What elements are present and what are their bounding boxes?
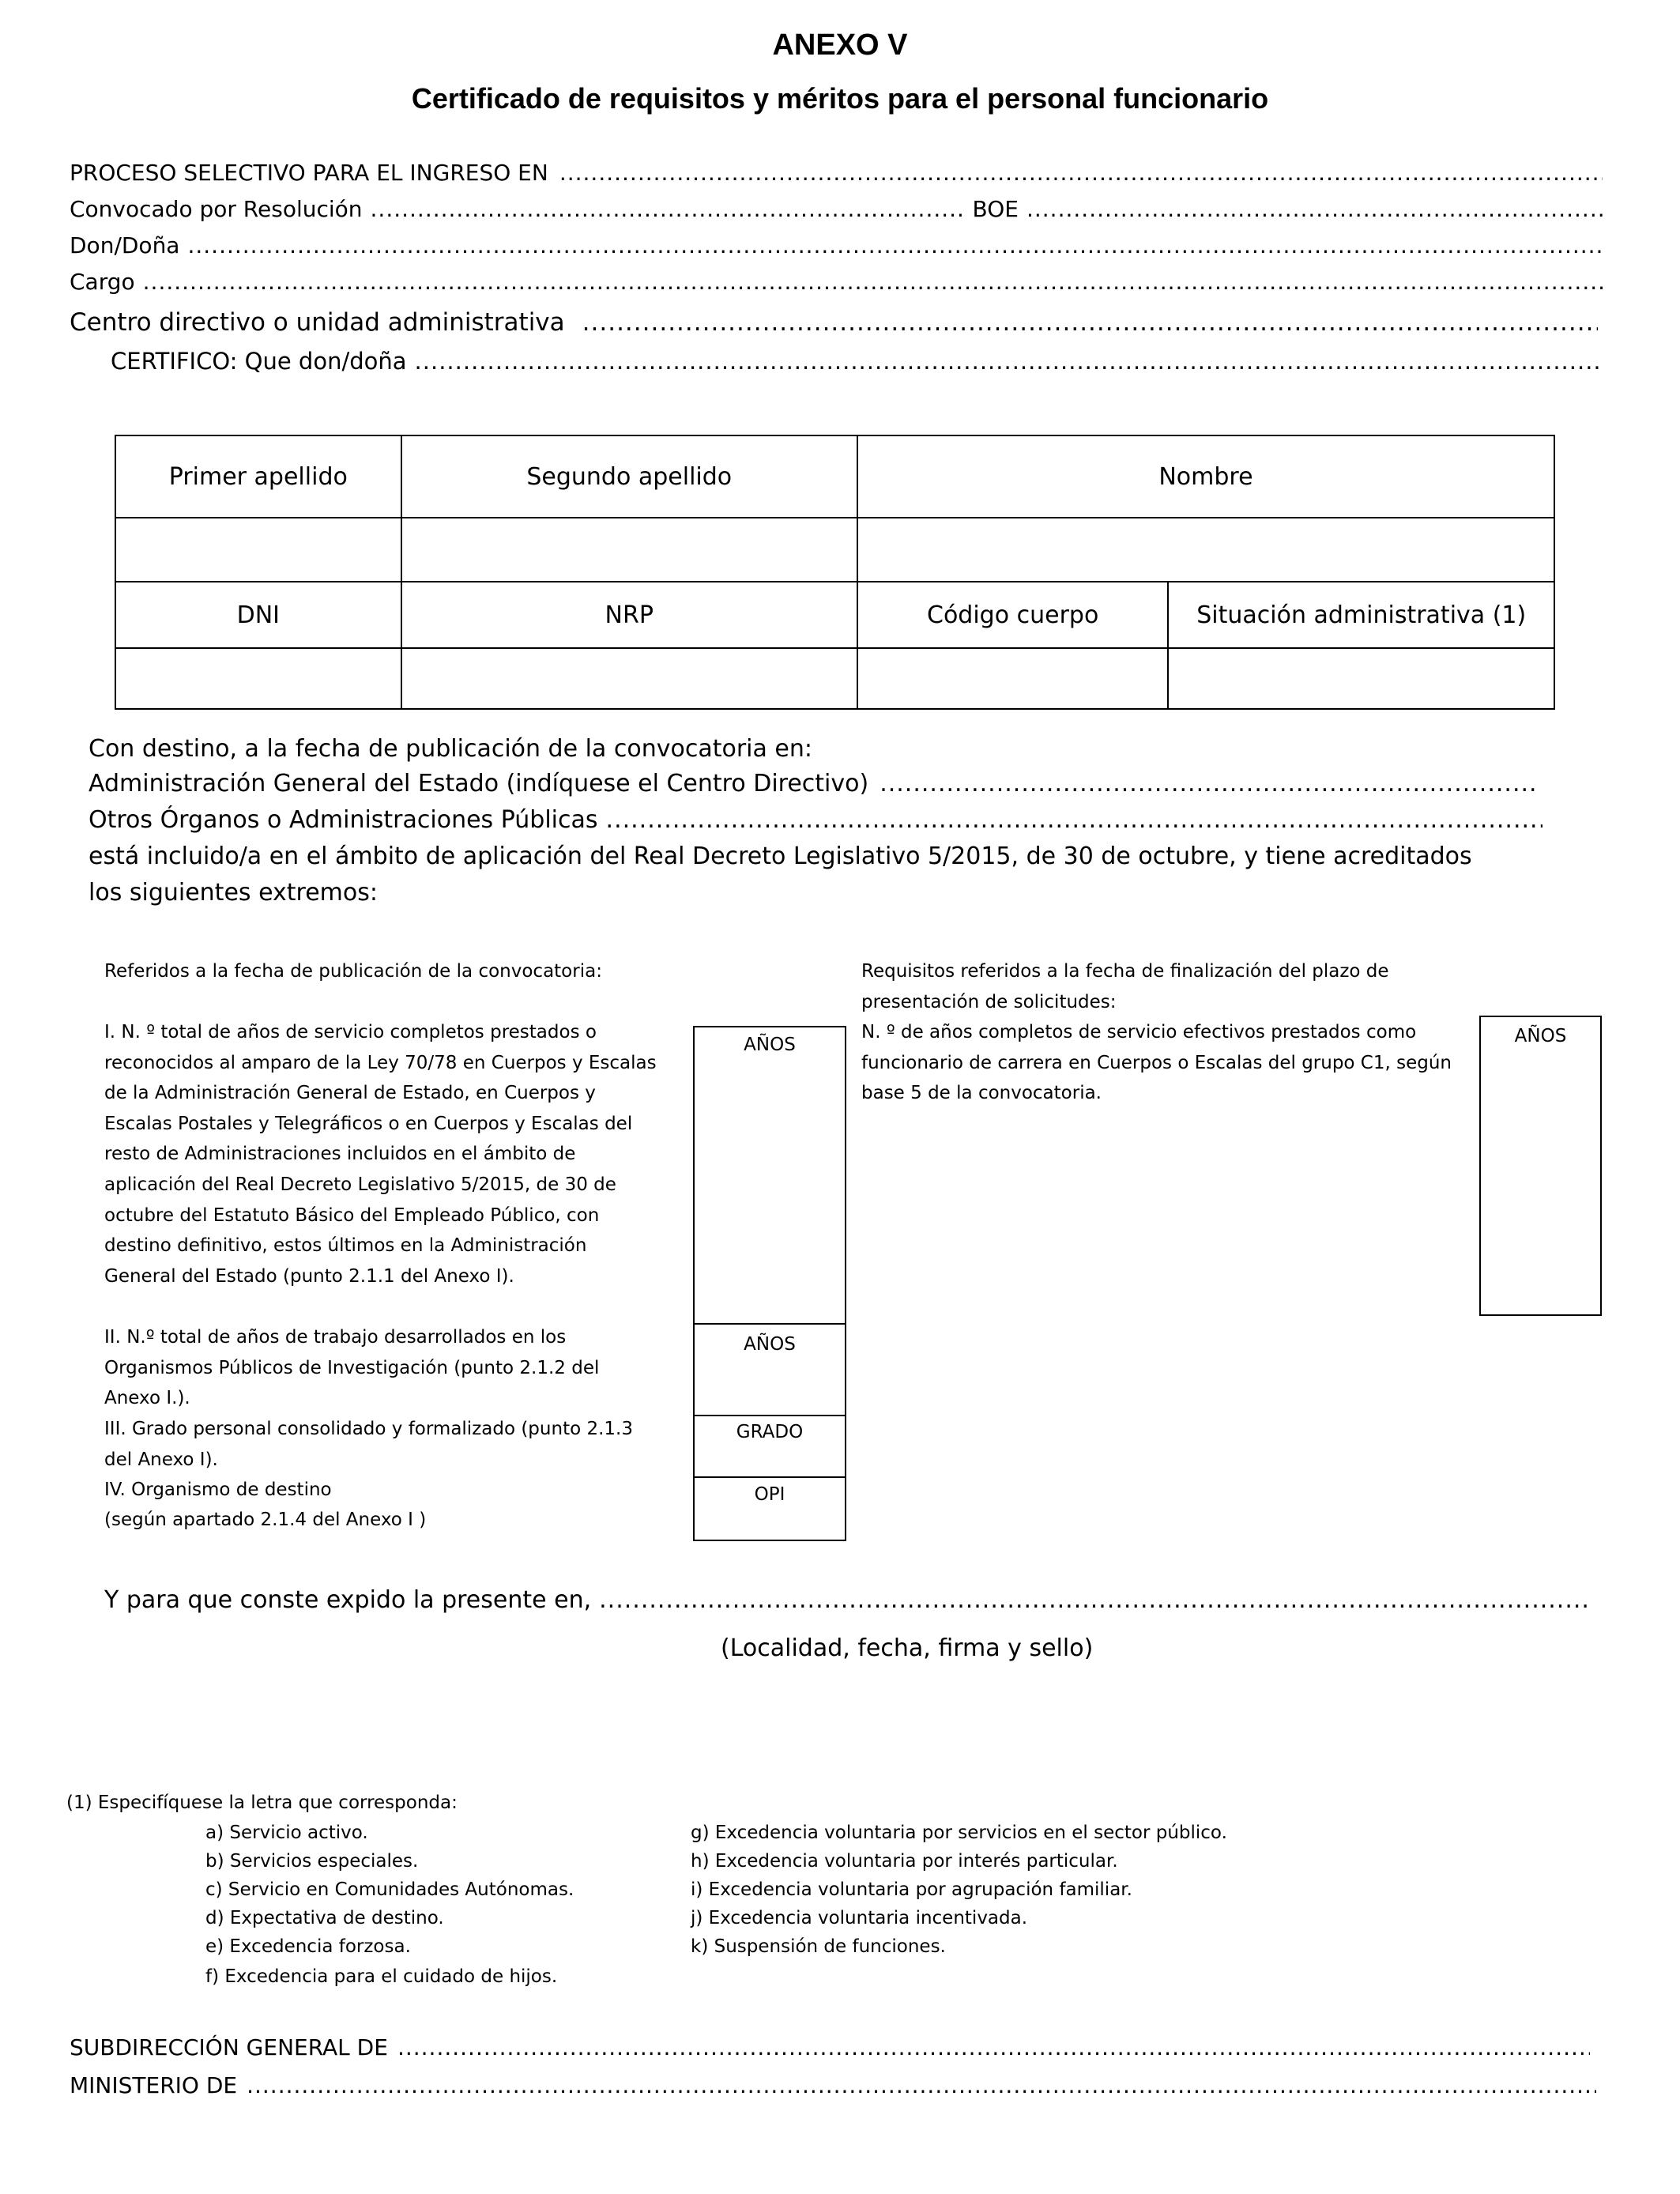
footnote-e: e) Excedencia forzosa. <box>205 1936 411 1957</box>
closing-label: Y para que conste expido la presente en, <box>104 1586 592 1614</box>
header-nrp: NRP <box>401 582 857 648</box>
center-line <box>70 308 1598 337</box>
name-field[interactable] <box>187 232 1603 258</box>
left-heading: Referidos a la fecha de publicación de la convocatoria: <box>104 961 602 982</box>
ministerio-label: MINISTERIO DE <box>70 2072 238 2098</box>
subdireccion-label: SUBDIRECCIÓN GENERAL DE <box>70 2034 388 2060</box>
footnote-i: i) Excedencia voluntaria por agrupación familiar. <box>691 1879 1132 1900</box>
age-label: Administración General del Estado (indíquese el Centro Directivo) <box>89 770 869 797</box>
process-line <box>70 160 1603 186</box>
item-3-text: III. Grado personal consolidado y formalizado (punto 2.1.3 del Anexo I). <box>104 1419 633 1470</box>
years-service-label: AÑOS <box>744 1035 796 1055</box>
header-situacion: Situación administrativa (1) <box>1168 582 1554 648</box>
opi-label: OPI <box>754 1484 785 1505</box>
footnote-g: g) Excedencia voluntaria por servicios en el sector público. <box>691 1823 1227 1843</box>
scope-text-end: los siguientes extremos: <box>89 879 378 907</box>
footnote-a: a) Servicio activo. <box>205 1823 368 1843</box>
footnote-c: c) Servicio en Comunidades Autónomas. <box>205 1879 574 1900</box>
years-c1-label: AÑOS <box>1514 1026 1567 1046</box>
certifico-field[interactable] <box>415 348 1603 375</box>
footnote-b: b) Servicios especiales. <box>205 1851 419 1872</box>
item-4-note: (según apartado 2.1.4 del Anexo I ) <box>104 1510 427 1530</box>
header-segundo-apellido: Segundo apellido <box>401 435 857 518</box>
footnote-d: d) Expectativa de destino. <box>205 1908 444 1928</box>
item-1-text: I. N. º total de años de servicio completos prestados o reconocidos al amparo de la Ley 70/78 en Cuerpos y Escalas de la Administración General de Estado, en Cuerpos y Escalas Postales y Telegráficos o en Cuerpos y Escalas del resto de Administraciones incluidos en el ámbito de aplicación del Real Decreto Legislativo 5/2015, de 30 de octubre del Estatuto Básico del Empleado Público, con destino definitivo, estos últimos en la Administración General del Estado (punto 2.1.1 del Anexo I). <box>104 1022 657 1287</box>
name-label: Don/Doña <box>70 232 180 258</box>
subdireccion-line <box>70 2034 1590 2060</box>
resolution-field[interactable] <box>371 196 963 222</box>
age-line <box>89 770 1538 797</box>
cargo-line <box>70 269 1603 295</box>
item-2-text: II. N.º total de años de trabajo desarrollados en los Organismos Públicos de Investigación (punto 2.1.2 del Anexo I.). <box>104 1327 600 1409</box>
cargo-label: Cargo <box>70 269 135 295</box>
personal-data-table <box>115 435 1555 710</box>
other-organs-label: Otros Órganos o Administraciones Públicas <box>89 806 598 834</box>
header-primer-apellido: Primer apellido <box>115 435 401 518</box>
closing-line <box>104 1586 1587 1614</box>
document-title: Certificado de requisitos y méritos para el personal funcionario <box>411 82 1269 115</box>
grade-label: GRADO <box>736 1422 804 1442</box>
footnote-j: j) Excedencia voluntaria incentivada. <box>691 1908 1028 1928</box>
name-line <box>70 232 1603 258</box>
header-dni: DNI <box>115 582 401 648</box>
cell-segundo-apellido[interactable] <box>401 518 857 582</box>
ministerio-line <box>70 2072 1596 2098</box>
footnote-heading: (1) Especifíquese la letra que corresponda: <box>66 1793 458 1813</box>
header-nombre: Nombre <box>857 435 1554 518</box>
footnote-f: f) Excedencia para el cuidado de hijos. <box>205 1966 558 1987</box>
right-item-text: N. º de años completos de servicio efectivos prestados como funcionario de carrera en Cuerpos o Escalas del grupo C1, según base 5 de la convocatoria. <box>861 1022 1452 1104</box>
certifico-line <box>111 348 1603 375</box>
resolution-line <box>70 196 1603 222</box>
footnote-h: h) Excedencia voluntaria por interés particular. <box>691 1851 1118 1872</box>
destination-intro: Con destino, a la fecha de publicación de la convocatoria en: <box>89 735 812 763</box>
other-organs-field[interactable] <box>606 806 1543 834</box>
closing-field[interactable] <box>599 1586 1587 1614</box>
ministerio-field[interactable] <box>247 2072 1596 2098</box>
subdireccion-field[interactable] <box>397 2034 1590 2060</box>
cargo-field[interactable] <box>143 269 1603 295</box>
years-c1-box[interactable] <box>1479 1016 1602 1316</box>
footnote-k: k) Suspensión de funciones. <box>691 1936 946 1957</box>
center-field[interactable] <box>582 308 1598 337</box>
signature-caption: (Localidad, fecha, firma y sello) <box>721 1634 1094 1662</box>
right-heading: Requisitos referidos a la fecha de finalización del plazo de presentación de solicitudes: <box>861 961 1389 1012</box>
boe-field[interactable] <box>1026 196 1603 222</box>
process-field[interactable] <box>559 160 1603 186</box>
certifico-label: CERTIFICO: Que don/doña <box>111 348 407 375</box>
cell-nombre[interactable] <box>857 518 1554 582</box>
years-opi-label: AÑOS <box>744 1334 796 1355</box>
cell-nrp[interactable] <box>401 648 857 709</box>
years-service-box[interactable] <box>693 1026 846 1325</box>
cell-codigo-cuerpo[interactable] <box>857 648 1169 709</box>
age-field[interactable] <box>880 770 1538 797</box>
annex-title: ANEXO V <box>772 28 908 62</box>
cell-situacion[interactable] <box>1168 648 1554 709</box>
cell-dni[interactable] <box>115 648 401 709</box>
process-label: PROCESO SELECTIVO PARA EL INGRESO EN <box>70 160 548 186</box>
other-organs-line <box>89 806 1543 834</box>
header-codigo-cuerpo: Código cuerpo <box>857 582 1169 648</box>
resolution-label: Convocado por Resolución <box>70 196 363 222</box>
scope-text: está incluido/a en el ámbito de aplicación del Real Decreto Legislativo 5/2015, de 30 de octubre, y tiene acreditados <box>89 843 1472 870</box>
item-4-text: IV. Organismo de destino <box>104 1480 332 1500</box>
cell-primer-apellido[interactable] <box>115 518 401 582</box>
boe-label: BOE <box>972 196 1019 222</box>
center-label: Centro directivo o unidad administrativa <box>70 308 565 337</box>
